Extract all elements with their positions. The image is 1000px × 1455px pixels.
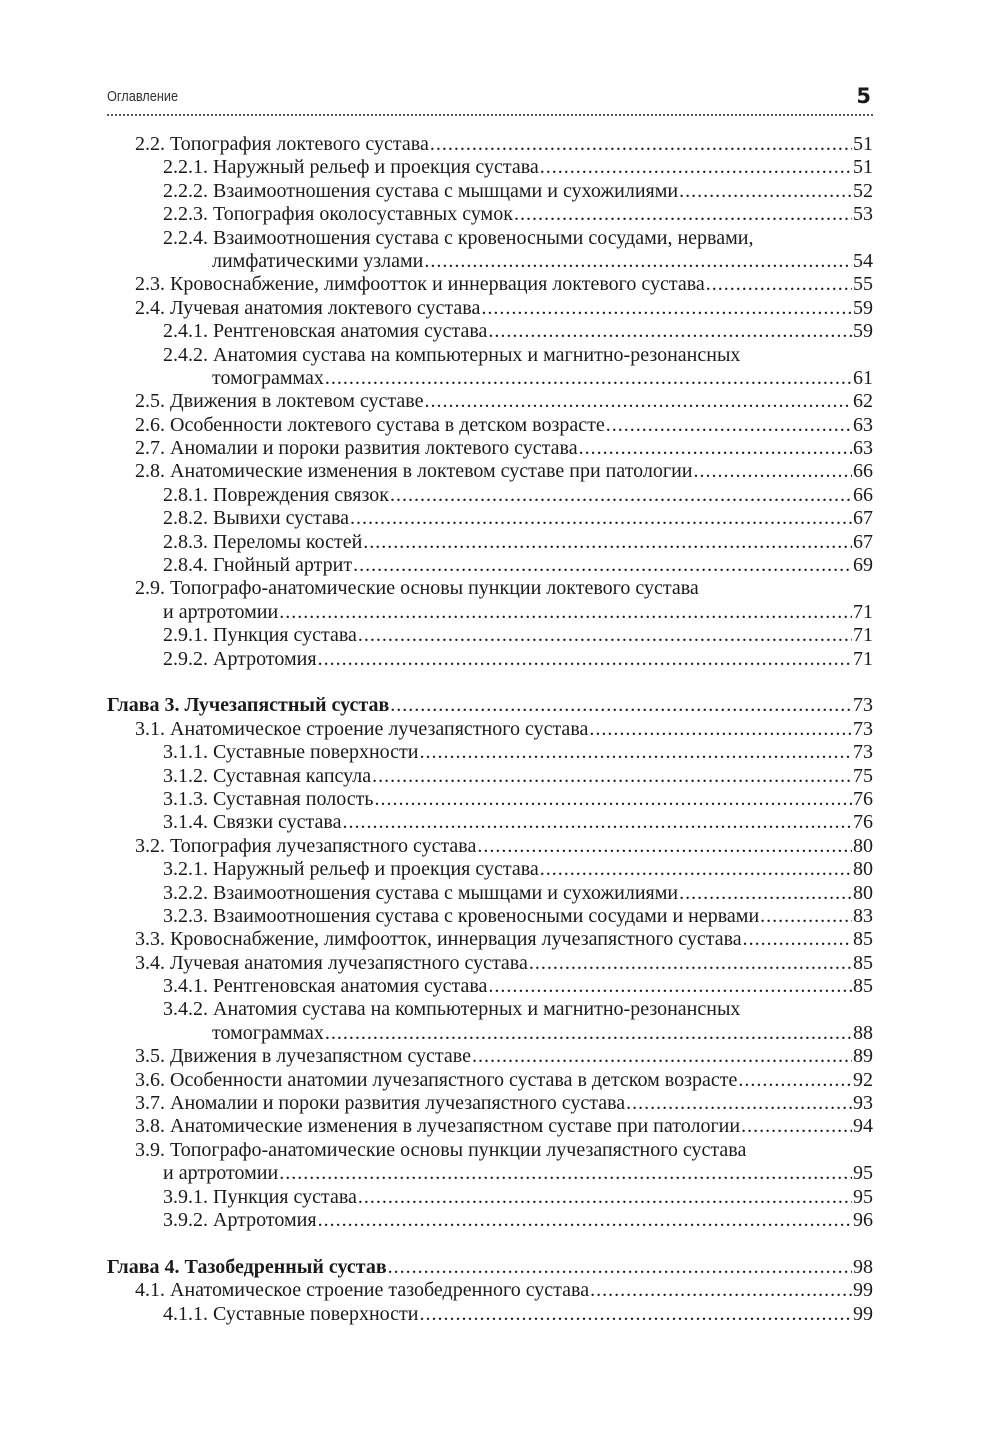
toc-entry[interactable] — [107, 531, 873, 554]
toc-entry-page: 52 — [853, 179, 873, 202]
toc-entry[interactable] — [107, 741, 873, 764]
dot-leader — [419, 1303, 852, 1326]
toc-entry-title: 2.2.1. Наружный рельеф и проекция сустава — [163, 156, 539, 179]
toc-entry[interactable] — [107, 765, 873, 788]
dot-leader — [477, 835, 852, 858]
toc-entry-title: и артротомии — [163, 1162, 279, 1185]
dot-leader — [363, 531, 852, 554]
toc-entry[interactable] — [107, 718, 873, 741]
toc-entry-title: 2.6. Особенности локтевого сустава в детском возрасте — [135, 413, 605, 436]
toc-entry[interactable] — [107, 133, 873, 156]
dot-leader — [342, 811, 852, 834]
toc-entry[interactable] — [107, 882, 873, 905]
toc-entry-title: 3.1. Анатомическое строение лучезапястного сустава — [135, 717, 589, 740]
toc-entry[interactable] — [107, 460, 873, 483]
toc-entry-page: 85 — [853, 975, 873, 998]
toc-entry-title: 3.4.2. Анатомия сустава на компьютерных и магнитно-резонансных — [163, 998, 741, 1021]
dot-leader — [540, 156, 852, 179]
toc-entry-page: 71 — [853, 647, 873, 670]
toc-entry[interactable] — [107, 1115, 873, 1138]
toc-entry-page: 92 — [853, 1068, 873, 1091]
toc-entry-page: 62 — [853, 390, 873, 413]
toc-entry[interactable] — [107, 601, 873, 624]
toc-entry[interactable] — [107, 1303, 873, 1326]
toc-entry-page: 80 — [853, 834, 873, 857]
dot-leader — [679, 882, 852, 905]
toc-entry-title: 2.2. Топография локтевого сустава — [135, 133, 429, 155]
toc-entry-title: 2.9.1. Пункция сустава — [163, 624, 357, 647]
dot-leader — [760, 905, 852, 928]
toc-entry-title: 3.3. Кровоснабжение, лимфоотток, иннервация лучезапястного сустава — [135, 928, 742, 951]
toc-entry-title: 3.2.3. Взаимоотношения сустава с кровеносными сосудами и нервами — [163, 904, 760, 927]
toc-entry-title: 2.3. Кровоснабжение, лимфоотток и иннервация локтевого сустава — [135, 273, 705, 296]
dot-leader — [481, 297, 852, 320]
toc-entry[interactable] — [107, 250, 873, 273]
dot-leader — [279, 1162, 852, 1185]
toc-entry-page: 51 — [853, 133, 873, 155]
toc-entry[interactable] — [107, 577, 873, 600]
toc-entry-page: 95 — [853, 1185, 873, 1208]
toc-entry-page: 85 — [853, 928, 873, 951]
toc-entry-page: 67 — [853, 530, 873, 553]
toc-entry-page: 69 — [853, 554, 873, 577]
toc-entry[interactable] — [107, 1069, 873, 1092]
dot-leader — [540, 858, 852, 881]
toc-entry-page: 95 — [853, 1162, 873, 1185]
dot-leader — [472, 1045, 852, 1068]
toc-entry-title: 3.2.1. Наружный рельеф и проекция сустава — [163, 858, 539, 881]
toc-entry-title: 3.1.3. Суставная полость — [163, 787, 374, 810]
toc-entry-title: 3.6. Особенности анатомии лучезапястного сустава в детском возрасте — [135, 1068, 738, 1091]
toc-entry-title: 4.1. Анатомическое строение тазобедренного сустава — [135, 1279, 590, 1302]
toc-entry-page: 80 — [853, 881, 873, 904]
dot-leader — [743, 928, 852, 951]
dot-leader — [390, 484, 852, 507]
toc-entry-title: 3.2. Топография лучезапястного сустава — [135, 834, 477, 857]
toc-entry[interactable] — [107, 1022, 873, 1045]
dot-leader — [679, 180, 852, 203]
dot-leader — [706, 273, 852, 296]
toc-entry-page: 61 — [853, 366, 873, 389]
toc-entry-title: 3.7. Аномалии и пороки развития лучезапястного сустава — [135, 1092, 626, 1115]
dot-leader — [388, 1256, 852, 1279]
toc-entry-page: 73 — [853, 717, 873, 740]
toc-entry-page: 59 — [853, 320, 873, 343]
dot-leader — [579, 437, 852, 460]
toc-entry-page: 99 — [853, 1279, 873, 1302]
toc-entry-title: 3.1.4. Связки сустава — [163, 811, 342, 834]
toc-entry[interactable] — [107, 648, 873, 671]
toc-entry-title: 2.9. Топографо-анатомические основы пункции локтевого сустава — [135, 577, 699, 600]
toc-entry-page: 73 — [853, 741, 873, 764]
toc-entry-page: 71 — [853, 624, 873, 647]
toc-entry[interactable] — [107, 975, 873, 998]
dot-leader — [514, 203, 852, 226]
toc-entry[interactable] — [107, 1139, 873, 1162]
toc-entry-title: 2.2.3. Топография околосуставных сумок — [163, 203, 513, 226]
toc-entry-title: 2.2.4. Взаимоотношения сустава с кровеносными сосудами, нервами, — [163, 226, 754, 249]
toc-entry[interactable] — [107, 1186, 873, 1209]
toc-entry[interactable] — [107, 811, 873, 834]
toc-entry-title: 3.8. Анатомические изменения в лучезапястном суставе при патологии — [135, 1115, 741, 1138]
dot-leader — [424, 390, 852, 413]
dot-leader — [350, 507, 852, 530]
dot-leader — [488, 975, 852, 998]
toc-entry-title: 2.9.2. Артротомия — [163, 647, 317, 670]
toc-entry-title: 3.9.1. Пункция сустава — [163, 1185, 357, 1208]
toc-entry[interactable] — [107, 203, 873, 226]
toc-entry-title: 4.1.1. Суставные поверхности — [163, 1302, 419, 1325]
toc-entry-page: 83 — [853, 904, 873, 927]
group-spacer — [107, 1232, 873, 1255]
toc-entry-title: 3.1.1. Суставные поверхности — [163, 741, 419, 764]
toc-entry[interactable] — [107, 297, 873, 320]
toc-entry-title: 2.8.4. Гнойный артрит — [163, 554, 353, 577]
toc-entry-page: 54 — [853, 249, 873, 272]
toc-entry[interactable] — [107, 1162, 873, 1185]
toc-entry-title: 2.4.2. Анатомия сустава на компьютерных и магнитно-резонансных — [163, 343, 741, 366]
toc-entry-title: 2.4. Лучевая анатомия локтевого сустава — [135, 296, 481, 319]
toc-entry[interactable] — [107, 554, 873, 577]
toc-entry-page: 51 — [853, 156, 873, 179]
toc-entry-page: 94 — [853, 1115, 873, 1138]
toc-entry-title: томограммах — [212, 366, 324, 389]
toc-entry[interactable] — [107, 624, 873, 647]
dot-leader — [353, 554, 852, 577]
toc-entry[interactable] — [107, 835, 873, 858]
toc-entry[interactable] — [107, 858, 873, 881]
toc-entry-page: 67 — [853, 507, 873, 530]
running-header — [107, 86, 873, 116]
toc-entry-page: 55 — [853, 273, 873, 296]
toc-entry-page: 53 — [853, 203, 873, 226]
toc-entry-title: 3.1.2. Суставная капсула — [163, 764, 372, 787]
toc-entry[interactable] — [107, 1045, 873, 1068]
toc-entry-title: 3.9.2. Артротомия — [163, 1208, 317, 1231]
toc-entry-title: лимфатическими узлами — [212, 249, 424, 272]
toc-entry-title: 3.9. Топографо-анатомические основы пункции лучезапястного сустава — [135, 1138, 747, 1161]
toc-entry-title: 2.8.1. Повреждения связок — [163, 483, 389, 506]
dot-leader — [390, 694, 852, 717]
dot-leader — [590, 1279, 852, 1302]
toc-entry[interactable] — [107, 998, 873, 1021]
toc-entry-page: 76 — [853, 787, 873, 810]
toc-entry-page: 63 — [853, 437, 873, 460]
toc-entry-page: 59 — [853, 296, 873, 319]
page-number: 5 — [856, 84, 871, 108]
toc-entry[interactable] — [107, 390, 873, 413]
toc-entry-title: Глава 3. Лучезапястный сустав — [107, 694, 390, 717]
toc-entry-page: 99 — [853, 1302, 873, 1325]
dot-leader — [606, 414, 852, 437]
toc-entry[interactable] — [107, 952, 873, 975]
toc-entry[interactable] — [107, 1209, 873, 1232]
toc-entry[interactable] — [107, 788, 873, 811]
toc-entry-page: 80 — [853, 858, 873, 881]
toc-entry-page: 66 — [853, 460, 873, 483]
toc-entry-page: 89 — [853, 1045, 873, 1068]
dot-leader — [318, 648, 852, 671]
toc-entry[interactable] — [107, 156, 873, 179]
toc-entry-page: 73 — [853, 694, 873, 717]
dot-leader — [589, 718, 852, 741]
dot-leader — [325, 367, 852, 390]
toc-entry-title: 2.5. Движения в локтевом суставе — [135, 390, 424, 413]
toc-entry-title: томограммах — [212, 1021, 324, 1044]
toc-entry[interactable] — [107, 928, 873, 951]
toc-entry-page: 76 — [853, 811, 873, 834]
toc-entry-title: 3.2.2. Взаимоотношения сустава с мышцами и сухожилиями — [163, 881, 679, 904]
toc-entry-title: и артротомии — [163, 600, 279, 623]
toc-entry[interactable] — [107, 344, 873, 367]
dot-leader — [626, 1092, 852, 1115]
dot-leader — [419, 741, 852, 764]
toc-entry[interactable] — [107, 227, 873, 250]
dot-leader — [325, 1022, 852, 1045]
running-header-title: Оглавление — [107, 88, 179, 105]
toc-entry-title: 3.4.1. Рентгеновская анатомия сустава — [163, 975, 488, 998]
toc-entry-title: 2.7. Аномалии и пороки развития локтевого сустава — [135, 437, 578, 460]
dot-leader — [738, 1069, 852, 1092]
table-of-contents — [107, 133, 873, 1326]
toc-entry-page: 85 — [853, 951, 873, 974]
group-spacer — [107, 671, 873, 694]
toc-entry-page: 96 — [853, 1208, 873, 1231]
toc-entry-page: 88 — [853, 1021, 873, 1044]
toc-entry[interactable] — [107, 437, 873, 460]
toc-entry-title: Глава 4. Тазобедренный сустав — [107, 1255, 387, 1278]
dot-leader — [488, 320, 852, 343]
toc-chapter-entry[interactable] — [107, 1256, 873, 1279]
toc-entry[interactable] — [107, 320, 873, 343]
toc-entry-title: 3.4. Лучевая анатомия лучезапястного сустава — [135, 951, 528, 974]
dot-leader — [741, 1115, 852, 1138]
toc-entry-page: 93 — [853, 1092, 873, 1115]
dot-leader — [374, 788, 852, 811]
toc-entry-title: 2.4.1. Рентгеновская анатомия сустава — [163, 320, 488, 343]
dot-leader — [318, 1209, 852, 1232]
toc-entry[interactable] — [107, 180, 873, 203]
toc-entry[interactable] — [107, 367, 873, 390]
toc-entry-page: 71 — [853, 600, 873, 623]
toc-entry-title: 2.8.2. Вывихи сустава — [163, 507, 350, 530]
toc-entry-title: 3.5. Движения в лучезапястном суставе — [135, 1045, 471, 1068]
dot-leader — [529, 952, 852, 975]
toc-entry-page: 66 — [853, 483, 873, 506]
toc-entry[interactable] — [107, 507, 873, 530]
dot-leader — [430, 133, 852, 156]
dot-leader — [694, 460, 852, 483]
dot-leader — [358, 624, 852, 647]
toc-entry[interactable] — [107, 273, 873, 296]
dot-leader — [358, 1186, 852, 1209]
dot-leader — [372, 765, 852, 788]
toc-entry-title: 2.2.2. Взаимоотношения сустава с мышцами и сухожилиями — [163, 179, 679, 202]
toc-entry-page: 75 — [853, 764, 873, 787]
toc-entry-page: 98 — [853, 1255, 873, 1278]
toc-entry[interactable] — [107, 1279, 873, 1302]
toc-entry[interactable] — [107, 905, 873, 928]
toc-entry-title: 2.8.3. Переломы костей — [163, 530, 363, 553]
toc-entry[interactable] — [107, 414, 873, 437]
toc-entry-title: 2.8. Анатомические изменения в локтевом суставе при патологии — [135, 460, 693, 483]
toc-entry[interactable] — [107, 1092, 873, 1115]
toc-entry-page: 63 — [853, 413, 873, 436]
toc-entry[interactable] — [107, 484, 873, 507]
dot-leader — [279, 601, 852, 624]
dot-leader — [424, 250, 852, 273]
toc-chapter-entry[interactable] — [107, 694, 873, 717]
